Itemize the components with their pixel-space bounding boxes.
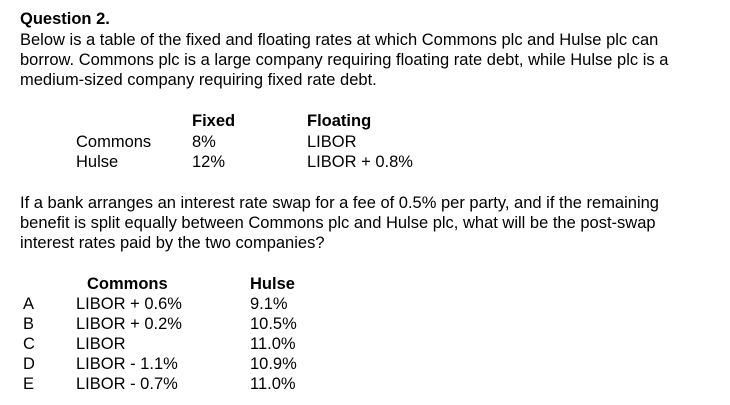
option-letter[interactable]: A xyxy=(23,295,35,313)
rates-cell-floating: LIBOR xyxy=(307,133,357,151)
rates-cell-floating: LIBOR + 0.8% xyxy=(307,153,413,171)
option-hulse-rate: 9.1% xyxy=(250,295,288,313)
rates-cell-fixed: 8% xyxy=(192,133,216,151)
option-commons-rate: LIBOR - 1.1% xyxy=(76,355,178,373)
intro-line: medium-sized company requiring fixed rate debt. xyxy=(20,71,377,89)
question-title: Question 2. xyxy=(20,10,110,28)
prompt-line: interest rates paid by the two companies? xyxy=(20,234,325,252)
prompt-paragraph xyxy=(20,193,720,253)
option-commons-rate: LIBOR + 0.2% xyxy=(76,315,182,333)
option-commons-rate: LIBOR + 0.6% xyxy=(76,295,182,313)
rates-header-floating: Floating xyxy=(307,112,372,130)
rates-company-commons: Commons xyxy=(76,133,152,151)
rates-cell-fixed: 12% xyxy=(192,153,226,171)
options-header-commons: Commons xyxy=(87,275,168,293)
intro-line: borrow. Commons plc is a large company requiring floating rate debt, while Hulse plc is a xyxy=(20,51,669,69)
option-hulse-rate: 10.9% xyxy=(250,355,297,373)
rates-company-hulse: Hulse xyxy=(76,153,119,171)
option-hulse-rate: 10.5% xyxy=(250,315,297,333)
intro-line: Below is a table of the fixed and floating rates at which Commons plc and Hulse plc can xyxy=(20,31,659,49)
prompt-line: benefit is split equally between Commons plc and Hulse plc, what will be the post-swap xyxy=(20,214,656,232)
option-commons-rate: LIBOR xyxy=(76,335,126,353)
option-hulse-rate: 11.0% xyxy=(250,335,296,353)
option-commons-rate: LIBOR - 0.7% xyxy=(76,375,178,393)
intro-paragraph xyxy=(20,30,720,90)
options-header-hulse: Hulse xyxy=(250,275,295,293)
option-letter[interactable]: B xyxy=(23,315,35,333)
option-hulse-rate: 11.0% xyxy=(250,375,296,393)
option-letter[interactable]: E xyxy=(23,375,35,393)
option-letter[interactable]: C xyxy=(23,335,35,353)
option-letter[interactable]: D xyxy=(23,355,35,373)
prompt-line: If a bank arranges an interest rate swap for a fee of 0.5% per party, and if the remaining xyxy=(20,194,659,212)
rates-header-fixed: Fixed xyxy=(192,112,236,130)
